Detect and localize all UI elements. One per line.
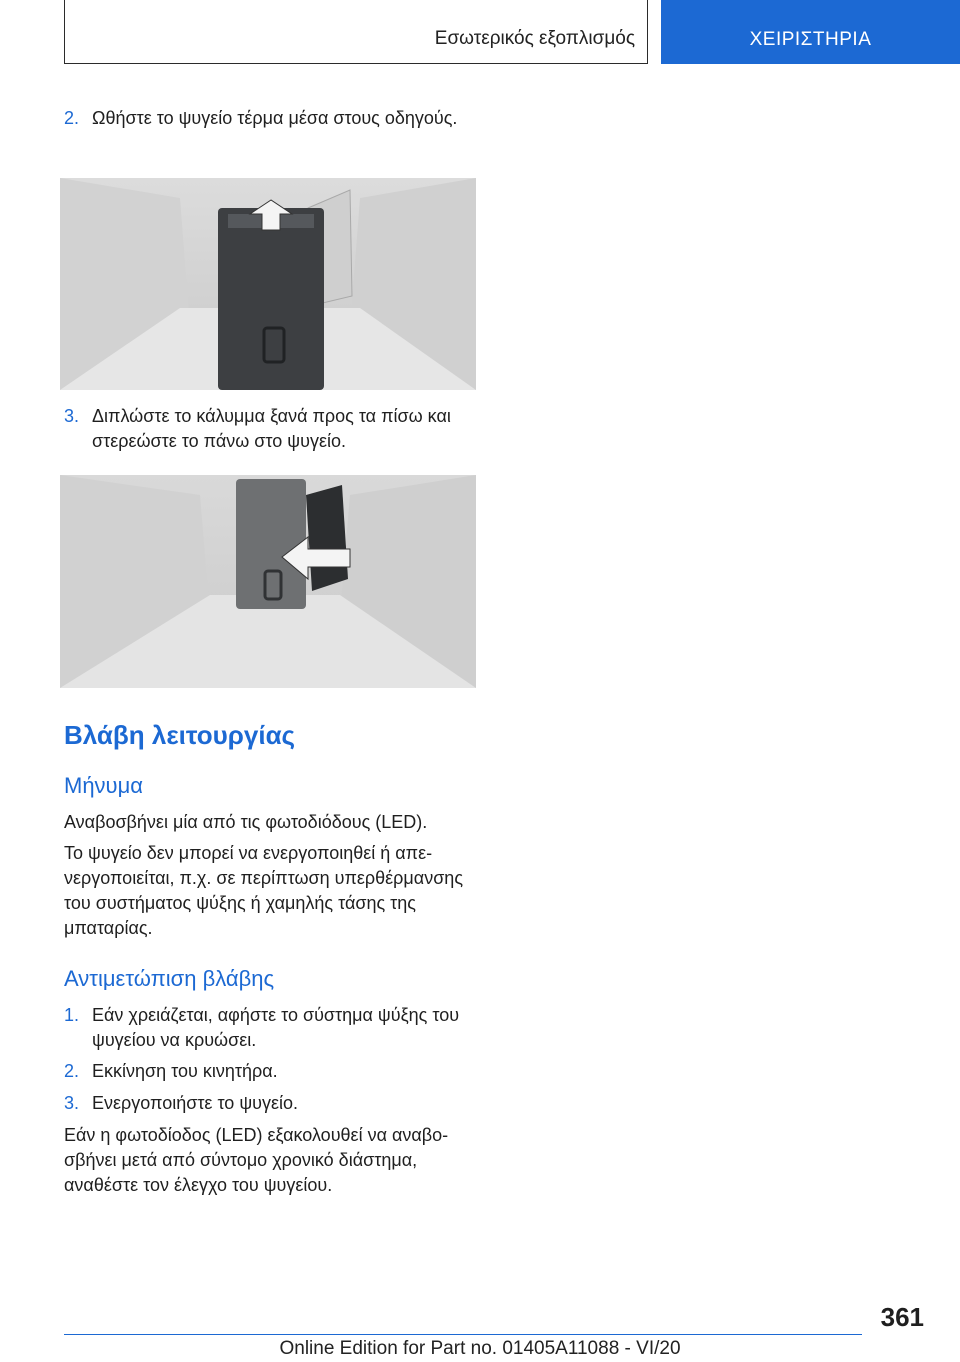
photo-cover-fold-back <box>60 475 476 688</box>
remedy-step <box>64 1003 478 1053</box>
footer-divider <box>64 1334 862 1335</box>
section-title: Βλάβη λειτουργίας <box>64 720 296 750</box>
step-text: Εάν χρειάζεται, αφήστε το σύστημα ψύξης του ψυγείου να κρυώσει. <box>92 1005 460 1050</box>
message-paragraph-2: Το ψυγείο δεν μπορεί να ενεργοποιηθεί ή απενεργοποιείται, π.χ. σε περίπτωση υπερθέρμανσης του συστήματος ψύξης ή χαμηλής τάσης της μπαταρίας. <box>64 843 463 938</box>
header-chapter-tab[interactable] <box>661 0 960 64</box>
step-number: 3. <box>64 1093 80 1113</box>
header-chapter-title: ΧΕΙΡΙΣΤΗΡΙΑ <box>749 29 872 50</box>
trunk-illustration <box>60 475 476 688</box>
photo-cooler-push-in <box>60 178 476 390</box>
step-number: 2. <box>64 108 80 128</box>
step-text: Ενεργοποιήστε το ψυγείο. <box>92 1093 299 1113</box>
remedy-heading: Αντιμετώπιση βλάβης <box>64 966 275 991</box>
remedy-step <box>64 1059 478 1084</box>
step-number: 3. <box>64 406 80 426</box>
footer-edition-text: Online Edition for Part no. 01405A11088 - VI/20 <box>279 1338 681 1359</box>
page-number: 361 <box>880 1302 924 1332</box>
remedy-note: Εάν η φωτοδίοδος (LED) εξακολουθεί να αναβοσβήνει μετά από σύντομο χρονικό διάστημα, αναθέστε τον έλεγχο του ψυγείου. <box>64 1125 449 1195</box>
step-text: Διπλώστε το κάλυμμα ξανά προς τα πίσω και στερεώστε το πάνω στο ψυγείο. <box>92 406 451 451</box>
step-item <box>64 404 478 454</box>
remedy-step <box>64 1091 478 1116</box>
step-item <box>64 106 478 131</box>
step-number: 1. <box>64 1005 80 1025</box>
step-text: Ωθήστε το ψυγείο τέρμα μέσα στους οδηγούς. <box>92 108 458 128</box>
header-section-title: Εσωτερικός εξοπλισμός <box>434 28 635 49</box>
step-number: 2. <box>64 1061 80 1081</box>
message-paragraph-1: Αναβοσβήνει μία από τις φωτοδιόδους (LED). <box>64 812 428 832</box>
message-heading: Μήνυμα <box>64 773 143 798</box>
trunk-illustration <box>60 178 476 390</box>
header-section-box <box>64 0 648 64</box>
step-text: Εκκίνηση του κινητήρα. <box>92 1061 278 1081</box>
